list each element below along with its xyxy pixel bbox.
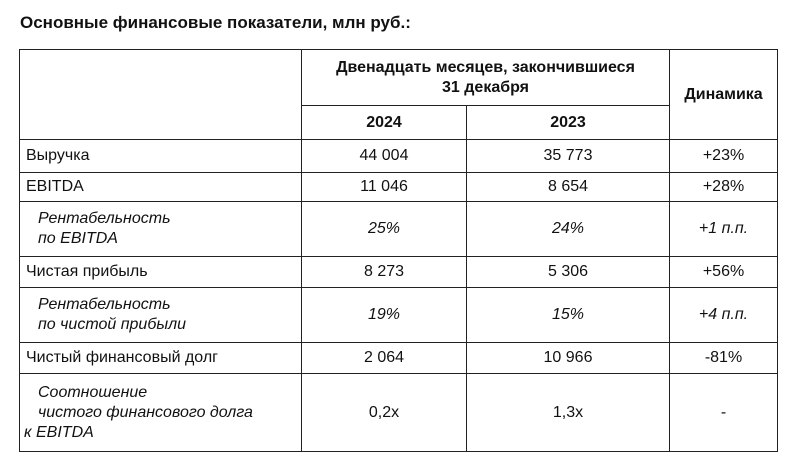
dynamics-value: +4 п.п.: [670, 288, 778, 343]
dynamics-value: +23%: [670, 140, 778, 173]
row-label: Чистый финансовый долг: [20, 343, 302, 374]
row-label-line: Рентабельность: [38, 210, 171, 227]
dynamics-value: +1 п.п.: [670, 202, 778, 257]
value-2024: 0,2x: [302, 374, 467, 452]
table-row: [20, 140, 778, 173]
table-row: [20, 173, 778, 202]
financial-table: [19, 49, 778, 452]
table-row: [20, 257, 778, 288]
table-title: Основные финансовые показатели, млн руб.:: [20, 13, 411, 32]
dynamics-value: -: [670, 374, 778, 452]
row-label: Выручка: [20, 140, 302, 173]
row-label-line: Рентабельность: [38, 296, 171, 313]
value-2024: 44 004: [302, 140, 467, 173]
value-2023: 15%: [467, 288, 670, 343]
value-2023: 1,3x: [467, 374, 670, 452]
value-2024: 2 064: [302, 343, 467, 374]
value-2024: 8 273: [302, 257, 467, 288]
row-label-line: Соотношение: [38, 383, 148, 401]
row-label: [20, 288, 302, 343]
dynamics-value: +28%: [670, 173, 778, 202]
table-row: [20, 288, 778, 343]
value-2023: 24%: [467, 202, 670, 257]
header-row: [20, 50, 778, 106]
row-label-line: по чистой прибыли: [38, 316, 187, 333]
dynamics-value: -81%: [670, 343, 778, 374]
table-row: [20, 343, 778, 374]
dynamics-header: Динамика: [670, 50, 778, 140]
value-2023: 8 654: [467, 173, 670, 202]
table-row: [20, 202, 778, 257]
header-blank-cell: [20, 50, 302, 140]
value-2024: 11 046: [302, 173, 467, 202]
row-label: Чистая прибыль: [20, 257, 302, 288]
row-label-line: к EBITDA: [24, 423, 94, 441]
dynamics-value: +56%: [670, 257, 778, 288]
row-label-line: чистого финансового долга: [38, 403, 253, 421]
year-2023-header: 2023: [467, 106, 670, 140]
value-2023: 35 773: [467, 140, 670, 173]
value-2024: 19%: [302, 288, 467, 343]
row-label-line: по EBITDA: [38, 230, 118, 247]
table-row: [20, 374, 778, 452]
value-2023: 10 966: [467, 343, 670, 374]
period-header: Двенадцать месяцев, закончившиеся 31 декабря: [302, 50, 670, 106]
row-label: [20, 202, 302, 257]
row-label: [20, 374, 302, 452]
value-2024: 25%: [302, 202, 467, 257]
row-label: EBITDA: [20, 173, 302, 202]
value-2023: 5 306: [467, 257, 670, 288]
year-2024-header: 2024: [302, 106, 467, 140]
